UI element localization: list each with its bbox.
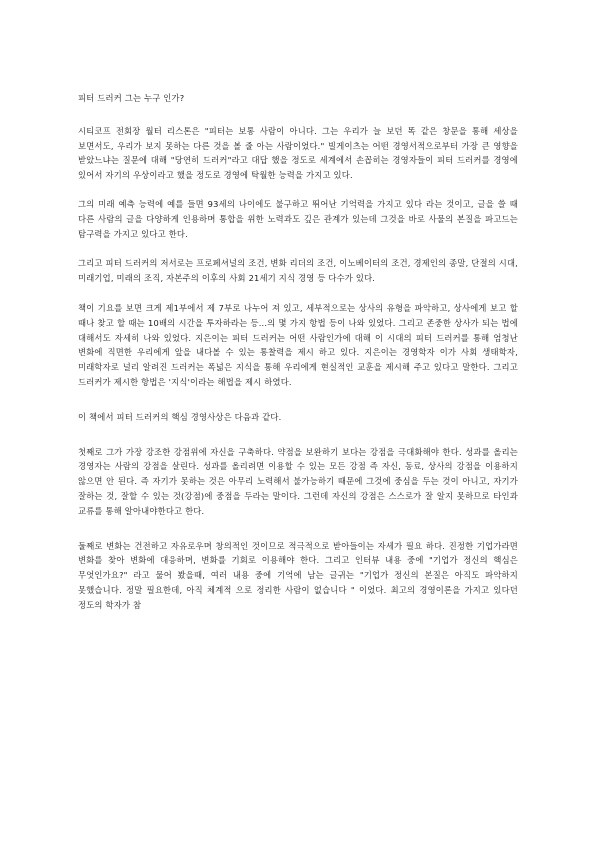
paragraph-first-strengths: 첫째로 그가 가장 강조한 강점위에 자신을 구축하다. 약점을 보완하기 보다는 강점을 극대화해야 한다. 성과를 올리는 경영자는 사람의 강점을 살린다. 성과를 올리려면 이용할 수 있는 모든 강점 즉 자신, 동료, 상사의 강점을 이용하지 않으면 안 된다. 즉 자기가 못하는 것은 아무리 노력해서 불가능하기 때문에 그것에 중심을 두는 것이 아니고, 자기가 잘하는 것, 잘할 수 있는 것(강점)에 중점을 두라는 말이다. 그런데 자신의 강점은 스스로가 잘 알지 못하므로 타인과 교류를 통해 알아내야한다고 한다. [78, 446, 518, 516]
paragraph-prediction-ability: 그의 미래 예측 능력에 예를 들면 93세의 나이에도 불구하고 뛰어난 기억력을 가지고 있다 라는 것이고, 글을 쓸 때 다른 사람의 글을 다양하게 인용하며 통합을 위한 노력과도 깊은 관계가 있는데 그것을 바로 사물의 본질을 파고드는 탐구력을 가지고 있다고 한다. [78, 198, 518, 239]
paragraph-works: 그리고 피터 드러커의 저서로는 프로페셔널의 조건, 변화 리더의 조건, 이노베이터의 조건, 경제인의 종말, 단절의 시대, 미래기업, 미래의 조직, 자본주의 이후의 사회 21세기 지식 경영 등 다수가 있다. [78, 258, 519, 284]
document-body [78, 91, 518, 613]
paragraph-core-thought-intro: 이 책에서 피터 드러커의 핵심 경영사상은 다음과 같다. [78, 411, 282, 422]
paragraph-book-overview: 책이 기요를 보면 크게 제1부에서 제 7부로 나누어 져 있고, 세부적으로는 상사의 유형을 파악하고, 상사에게 보고 할 때나 찾고 할 때는 10배의 시간을 투자하라는 등...의 몇 가지 항법 등이 나와 있었다. 그리고 존중한 상사가 되는 법에 대해서도 자세히 나와 있었다. 지은이는 피터 드러커는 어떤 사람인가에 대해 이 시대의 피터 드러커를 통해 엄청난 변화에 직면한 우리에게 앞을 내다볼 수 있는 통찰력을 제시 하고 있다. 지은이는 경영학자 이가 사회 생태학자, 미래학자로 널리 알려진 드러커는 폭넓은 지식을 통해 우리에게 현실적인 교훈을 제시해 주고 있다고 말한다. 그리고 드러커가 제시한 항법은 '지식'이라는 해법을 제시 하였다. [78, 302, 518, 387]
paragraph-second-change: 둘째로 변화는 건전하고 자유로우며 창의적인 것이므로 적극적으로 받아들이는 자세가 필요 하다. 진정한 기업가라면 변화를 찾아 변화에 대응하며, 변화를 기회로 이용해야 한다. 그리고 인터뷰 내용 중에 "기업가 정신의 핵심은 무엇인가요?" 라고 물어 봤을때, 여러 내용 중에 기억에 남는 글귀는 "기업가 정신의 본질은 아직도 파악하지 못했습니다. 정말 필요한데, 아직 체계적 으로 정리한 사람이 없습니다 " 이었다. 최고의 경영이론을 가지고 있다던 정도의 학자가 참 [78, 540, 518, 610]
paragraph-intro-quotes: 시티코프 전회장 월터 리스톤은 "피터는 보통 사람이 아니다. 그는 우리가 늘 보던 똑 같은 창문을 통해 세상을 보면서도, 우리가 보지 못하는 다른 것을 볼 줄 아는 사람이었다." 빌게이츠는 어떤 경영서적으로부터 가장 큰 영향을 받았느냐는 질문에 대해 "당연히 드러커"라고 대답 했을 정도로 세계에서 손꼽히는 경영자들이 피터 드러커를 경영에 있어서 자기의 우상이라고 했을 정도로 경영에 탁월한 능력을 가지고 있다. [78, 125, 518, 181]
document-title: 피터 드러커 그는 누구 인가? [78, 93, 185, 103]
